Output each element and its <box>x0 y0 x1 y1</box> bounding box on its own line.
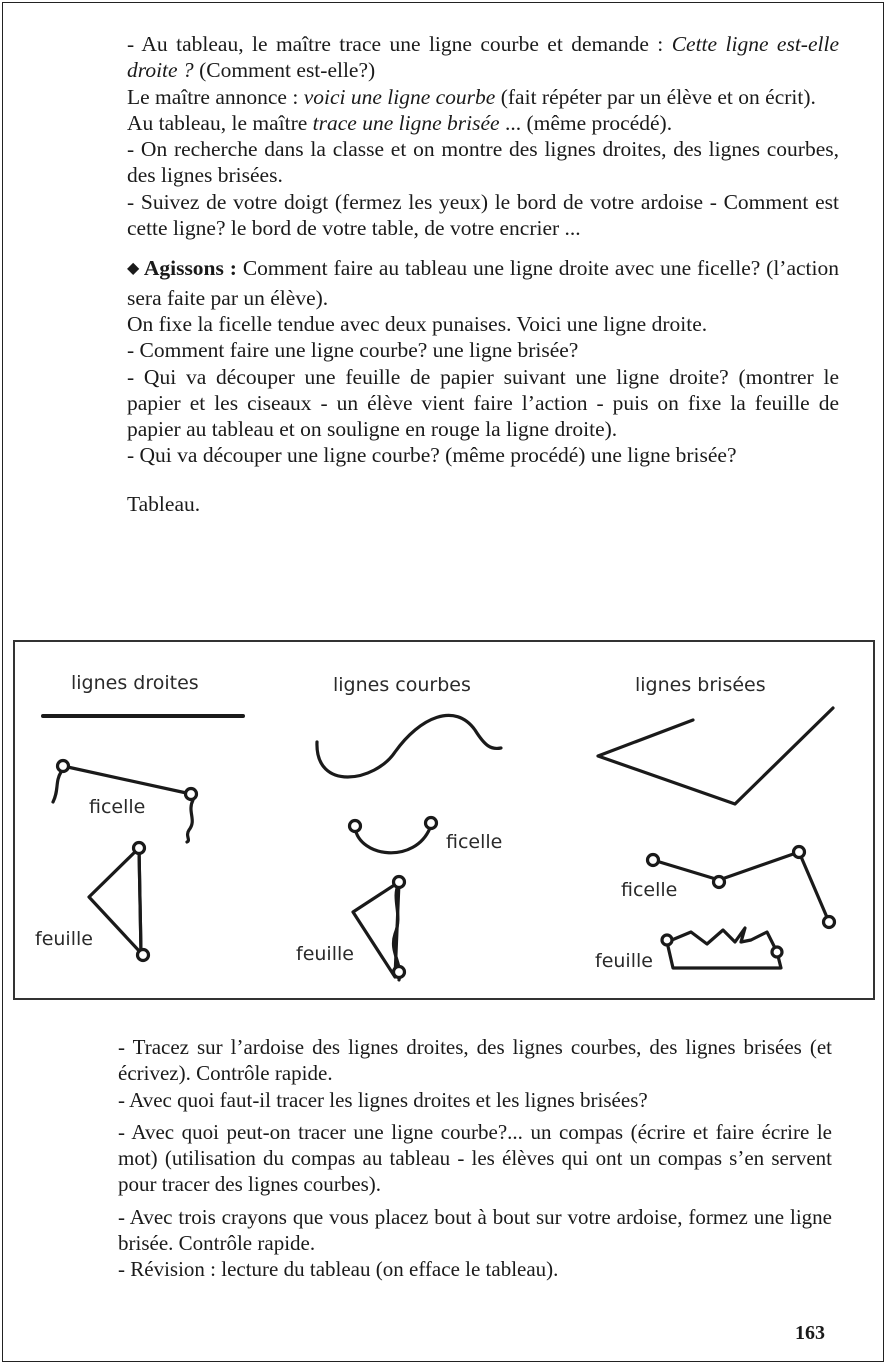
agissons-line: - Qui va découper une feuille de papier suivant une ligne droite? (montrer le papier et les ciseaux - un élève vient faire l’action - puis on fixe la feuille de papier au tableau et on souligne en rouge la ligne droite). <box>127 364 839 442</box>
board-illustration <box>13 640 875 1000</box>
text-segment: Au tableau, le maître <box>127 110 313 135</box>
top-paragraph <box>127 136 839 189</box>
top-paragraph <box>127 31 839 84</box>
feuille-straight-drawing <box>89 843 149 961</box>
ficelle-curved-drawing <box>350 818 437 853</box>
agissons-heading: Agissons : <box>143 256 237 281</box>
italic-segment: Cette ligne est-elle droite ? <box>127 32 840 83</box>
bottom-line: - Avec quoi peut-on tracer une ligne courbe?... un compas (écrire et faire écrire le mot) (utilisation du compas au tableau - les élèves qui ont un compas s’en servent pour tracer des lignes courbes). <box>118 1119 832 1197</box>
top-paragraph <box>127 189 839 242</box>
italic-segment: trace une ligne brisée <box>312 110 500 135</box>
label-ficelle-broken: ficelle <box>621 879 678 901</box>
col-title-broken: lignes brisées <box>635 674 766 696</box>
bottom-line: - Avec quoi faut-il tracer les lignes droites et les lignes brisées? <box>118 1087 648 1112</box>
top-paragraph <box>127 84 839 110</box>
text-segment: - Au tableau, le maître trace une ligne courbe et demande : <box>127 32 672 56</box>
agissons-line: - Qui va découper une ligne courbe? (même procédé) une ligne brisée? <box>127 443 737 468</box>
label-feuille-straight: feuille <box>35 928 93 950</box>
bottom-line: - Tracez sur l’ardoise des lignes droites, des lignes courbes, des lignes brisées (et écrivez). Contrôle rapide. <box>118 1035 832 1086</box>
label-feuille-broken: feuille <box>595 950 653 972</box>
spacer <box>127 241 839 255</box>
tableau-label: Tableau. <box>127 491 201 516</box>
agissons-heading-rest: Comment faire au tableau une ligne droite avec une ficelle? (l’action sera faite par un élève). <box>127 256 840 310</box>
label-ficelle-straight: ficelle <box>89 796 146 818</box>
curved-line-drawing <box>317 715 501 777</box>
col-title-curved: lignes courbes <box>333 674 471 696</box>
text-segment: ... (même procédé). <box>499 110 673 135</box>
bottom-text-block <box>118 1034 832 1283</box>
agissons-paragraph <box>127 255 839 311</box>
page-number: 163 <box>795 1322 825 1344</box>
italic-segment: voici une ligne courbe <box>303 84 496 109</box>
top-text-block <box>127 31 839 517</box>
label-ficelle-curved: ficelle <box>446 831 503 853</box>
text-segment: Le maître annonce : <box>127 84 304 109</box>
bottom-line: - Avec trois crayons que vous placez bout à bout sur votre ardoise, formez une ligne brisée. Contrôle rapide. <box>118 1204 832 1256</box>
agissons-line: - Comment faire une ligne courbe? une ligne brisée? <box>127 338 579 363</box>
diamond-bullet-icon: ◆ <box>127 260 140 278</box>
feuille-curved-drawing <box>353 877 405 981</box>
label-feuille-curved: feuille <box>296 943 354 965</box>
broken-line-drawing <box>598 708 833 804</box>
agissons-line: On fixe la ficelle tendue avec deux punaises. Voici une ligne droite. <box>127 311 708 336</box>
text-segment: - Suivez de votre doigt (fermez les yeux) le bord de votre ardoise - Comment est cette ligne? le bord de votre table, de votre encrier ... <box>127 189 839 241</box>
bottom-line: - Révision : lecture du tableau (on efface le tableau). <box>118 1257 559 1282</box>
feuille-broken-drawing <box>662 928 782 968</box>
spacer <box>127 469 839 491</box>
text-segment: - On recherche dans la classe et on montre des lignes droites, des lignes courbes, des lignes brisées. <box>127 137 839 188</box>
board-drawing <box>15 642 873 998</box>
top-paragraph <box>127 110 839 136</box>
top-paragraphs <box>127 31 839 241</box>
text-segment: (Comment est-elle?) <box>193 58 376 83</box>
text-segment: (fait répéter par un élève et on écrit). <box>495 84 816 109</box>
col-title-straight: lignes droites <box>71 672 199 694</box>
